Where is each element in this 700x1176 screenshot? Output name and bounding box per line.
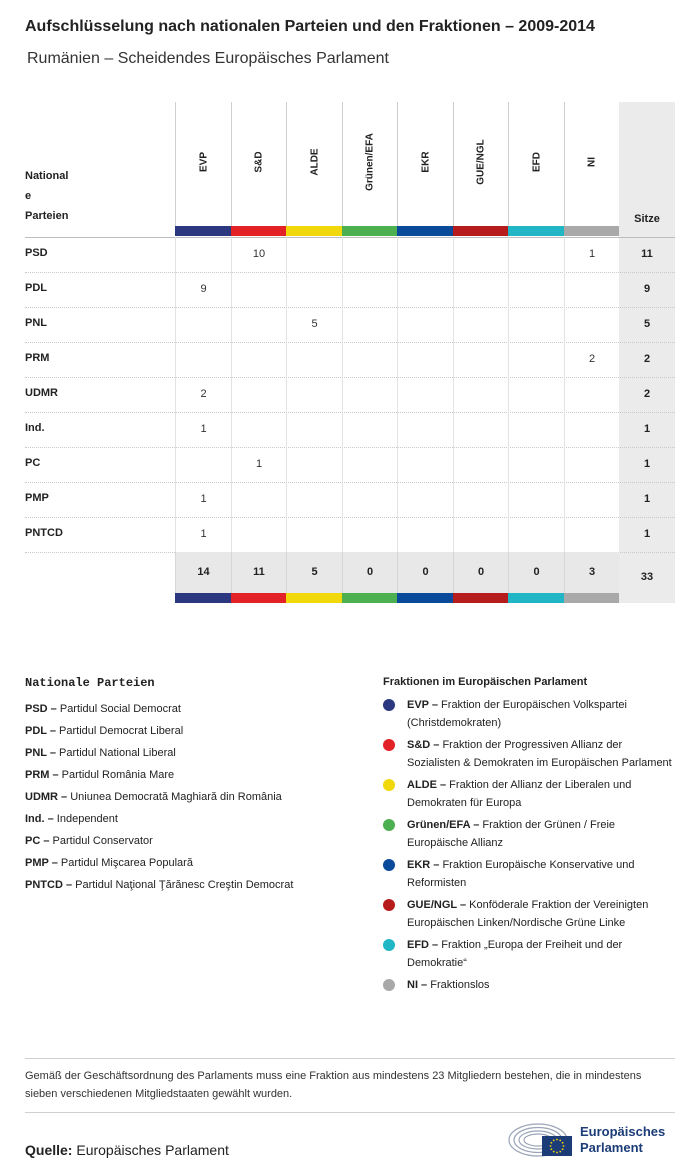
row-total: 2 — [643, 388, 651, 400]
party-legend-name: Partidul Social Democrat — [56, 703, 181, 715]
seat-cell — [508, 237, 564, 272]
source-line — [25, 1142, 229, 1158]
group-legend-abbr: Grünen/EFA – — [407, 819, 480, 831]
group-header-label: NI — [586, 157, 598, 167]
row-header-line-1: National — [25, 170, 69, 182]
row-header-line-3: Parteien — [25, 210, 69, 222]
group-total-cell: 0 — [342, 552, 398, 593]
seat-cell — [508, 447, 564, 482]
group-header-0 — [175, 102, 231, 226]
party-legend-abbr: PC – — [25, 835, 50, 847]
seat-cell — [397, 412, 453, 447]
seat-cell: 1 — [175, 412, 231, 447]
seat-cell: 1 — [175, 517, 231, 552]
european-parliament-logo — [508, 1120, 678, 1160]
group-header-6 — [508, 102, 564, 226]
group-header-label: S&D — [253, 151, 265, 173]
seat-cell — [342, 517, 398, 552]
seat-cell — [453, 307, 509, 342]
rules-note: Gemäß der Geschäftsordnung des Parlaments muss eine Fraktion aus mindestens 23 Mitgliedern bestehen, die in mindestens sieben verschiedenen Mitgliedstaaten gewählt wurden. — [25, 1058, 675, 1113]
seat-cell — [342, 412, 398, 447]
seat-cell — [231, 517, 287, 552]
party-legend-abbr: Ind. – — [25, 813, 54, 825]
group-color-bar-top — [397, 226, 453, 236]
seat-cell: 9 — [175, 272, 231, 307]
group-total-cell: 0 — [508, 552, 564, 593]
group-color-bar-top — [508, 226, 564, 236]
group-color-bar-top — [564, 226, 620, 236]
group-color-dot-icon — [383, 859, 395, 871]
seat-cell: 10 — [231, 237, 287, 272]
seat-cell — [453, 412, 509, 447]
group-color-dot-icon — [383, 699, 395, 711]
group-color-bar-bottom — [175, 593, 231, 603]
seat-cell — [175, 307, 231, 342]
group-total-cell: 11 — [231, 552, 287, 593]
group-color-bar-top — [286, 226, 342, 236]
group-header-5 — [453, 102, 509, 226]
seat-cell: 1 — [564, 237, 620, 272]
seat-cell — [342, 447, 398, 482]
row-total: 1 — [643, 493, 651, 505]
seat-cell — [342, 482, 398, 517]
seat-cell — [342, 237, 398, 272]
flag-star-icon — [550, 1148, 552, 1150]
table-row — [25, 447, 675, 483]
seat-cell — [397, 307, 453, 342]
party-abbr: UDMR — [25, 387, 58, 399]
flag-star-icon — [553, 1151, 555, 1153]
group-header-label: GUE/NGL — [475, 139, 487, 185]
seat-cell — [453, 447, 509, 482]
table-row — [25, 272, 675, 308]
group-legend-abbr: S&D – — [407, 739, 440, 751]
party-legend-item — [25, 720, 365, 742]
group-color-bar-top — [231, 226, 287, 236]
flag-star-icon — [559, 1139, 561, 1141]
grand-total: 33 — [640, 571, 654, 583]
party-legend-abbr: PNL – — [25, 747, 56, 759]
group-header-4 — [397, 102, 453, 226]
source-value: Europäisches Parlament — [76, 1142, 229, 1158]
group-total-cell: 3 — [564, 552, 620, 593]
table-row — [25, 237, 675, 273]
party-legend-item — [25, 764, 365, 786]
seat-cell — [564, 307, 620, 342]
group-totals-row — [175, 552, 619, 593]
group-color-bar-bottom — [397, 593, 453, 603]
party-abbr: PRM — [25, 352, 50, 364]
group-color-bar-bottom — [286, 593, 342, 603]
group-header-1 — [231, 102, 287, 226]
seat-cell — [231, 342, 287, 377]
seat-cell — [175, 447, 231, 482]
seat-cell — [397, 342, 453, 377]
seat-cell — [397, 377, 453, 412]
group-color-bar-bottom — [342, 593, 398, 603]
seat-cell — [175, 342, 231, 377]
party-legend-name: Partidul Mişcarea Populară — [57, 857, 193, 869]
seat-cell — [508, 377, 564, 412]
seat-cell — [564, 447, 620, 482]
party-abbr: PSD — [25, 247, 48, 259]
seat-cell — [286, 272, 342, 307]
seat-cell — [564, 517, 620, 552]
group-color-dot-icon — [383, 739, 395, 751]
group-color-bar-top — [175, 226, 231, 236]
party-legend-name: Independent — [53, 813, 118, 825]
group-legend-item — [383, 936, 678, 972]
group-color-dot-icon — [383, 899, 395, 911]
logo-line-2: Parlament — [580, 1140, 643, 1155]
party-legend-item — [25, 742, 365, 764]
flag-star-icon — [550, 1142, 552, 1144]
group-legend-item — [383, 856, 678, 892]
group-legend-text: Konföderale Fraktion der Vereinigten Europäischen Linken/Nordische Grüne Linke — [407, 899, 649, 929]
group-color-bar-bottom — [564, 593, 620, 603]
group-legend-abbr: EVP – — [407, 699, 438, 711]
flag-star-icon — [559, 1151, 561, 1153]
group-color-bar-bottom — [508, 593, 564, 603]
group-header-label: Grünen/EFA — [364, 133, 376, 191]
seat-cell — [508, 482, 564, 517]
party-legend-item — [25, 874, 365, 896]
group-color-dot-icon — [383, 939, 395, 951]
party-legend-name: Partidul Naţional Ţărănesc Creştin Democrat — [72, 879, 294, 891]
party-abbr: PC — [25, 457, 41, 469]
group-color-bar-top — [342, 226, 398, 236]
group-total-cell: 0 — [453, 552, 509, 593]
seat-cell — [175, 237, 231, 272]
group-legend-abbr: EKR – — [407, 859, 440, 871]
row-total: 2 — [643, 353, 651, 365]
seat-cell — [397, 272, 453, 307]
seat-cell — [231, 377, 287, 412]
seat-cell: 2 — [175, 377, 231, 412]
party-legend-item — [25, 808, 365, 830]
party-legend-abbr: PSD – — [25, 703, 57, 715]
group-legend-abbr: GUE/NGL – — [407, 899, 467, 911]
group-legend-text: Fraktionslos — [427, 979, 490, 991]
groups-legend-heading: Fraktionen im Europäischen Parlament — [383, 676, 588, 688]
seat-cell: 2 — [564, 342, 620, 377]
seat-cell — [397, 447, 453, 482]
group-color-bar-top — [453, 226, 509, 236]
seat-cell — [286, 342, 342, 377]
seat-cell — [397, 517, 453, 552]
party-legend-abbr: PRM – — [25, 769, 59, 781]
seat-cell — [453, 272, 509, 307]
group-legend-item — [383, 896, 678, 932]
party-abbr: PDL — [25, 282, 47, 294]
row-total: 9 — [643, 283, 651, 295]
seat-cell — [286, 237, 342, 272]
party-legend-abbr: UDMR – — [25, 791, 68, 803]
row-total: 1 — [643, 458, 651, 470]
group-legend-text: Fraktion der Grünen / Freie Europäische Allianz — [407, 819, 616, 849]
group-legend-text: Fraktion der Europäischen Volkspartei (Christdemokraten) — [407, 699, 627, 729]
seat-cell — [564, 412, 620, 447]
party-abbr: PNL — [25, 317, 47, 329]
seat-cell — [342, 342, 398, 377]
group-legend-item — [383, 696, 678, 732]
seat-cell — [231, 412, 287, 447]
seat-cell: 1 — [231, 447, 287, 482]
logo-text — [580, 1124, 665, 1156]
table-row — [25, 482, 675, 518]
flag-star-icon — [550, 1145, 552, 1147]
seat-cell — [453, 237, 509, 272]
seat-cell — [564, 377, 620, 412]
party-abbr: Ind. — [25, 422, 45, 434]
seat-cell — [508, 342, 564, 377]
seat-cell — [453, 377, 509, 412]
party-legend-item — [25, 852, 365, 874]
sitze-header: Sitze — [634, 213, 660, 225]
seat-cell — [453, 517, 509, 552]
flag-star-icon — [562, 1142, 564, 1144]
group-legend-text: Fraktion Europäische Konservative und Reformisten — [407, 859, 635, 889]
seat-cell: 1 — [175, 482, 231, 517]
party-abbr: PMP — [25, 492, 49, 504]
page-subtitle: Rumänien – Scheidendes Europäisches Parlament — [27, 50, 389, 67]
row-total: 11 — [641, 248, 653, 260]
seat-cell — [286, 447, 342, 482]
group-legend-text: Fraktion der Progressiven Allianz der Sozialisten & Demokraten im Europäischen Parlament — [407, 739, 672, 769]
flag-star-icon — [556, 1139, 558, 1141]
table-row — [25, 342, 675, 378]
seat-cell — [286, 377, 342, 412]
row-total: 5 — [643, 318, 651, 330]
group-header-2 — [286, 102, 342, 226]
group-color-dot-icon — [383, 979, 395, 991]
seat-cell — [286, 482, 342, 517]
party-legend-name: Partidul National Liberal — [55, 747, 176, 759]
party-legend-name: Partidul Democrat Liberal — [55, 725, 184, 737]
group-color-bar-bottom — [453, 593, 509, 603]
seat-cell — [231, 482, 287, 517]
seat-cell — [453, 482, 509, 517]
group-header-7 — [564, 102, 620, 226]
seat-cell — [508, 517, 564, 552]
party-legend-abbr: PMP – — [25, 857, 58, 869]
logo-line-1: Europäisches — [580, 1124, 666, 1139]
group-total-cell: 14 — [175, 552, 231, 593]
group-legend-abbr: ALDE – — [407, 779, 447, 791]
seat-cell — [286, 517, 342, 552]
table-row — [25, 412, 675, 448]
seat-cell — [508, 412, 564, 447]
group-color-bar-bottom — [231, 593, 287, 603]
row-header-label — [25, 166, 85, 226]
flag-star-icon — [562, 1148, 564, 1150]
party-legend-name: Partidul România Mare — [58, 769, 175, 781]
table-row — [25, 307, 675, 343]
flag-star-icon — [563, 1145, 565, 1147]
parties-legend — [25, 676, 365, 896]
row-total: 1 — [643, 528, 651, 540]
party-legend-item — [25, 698, 365, 720]
group-legend-item — [383, 736, 678, 772]
party-legend-abbr: PDL – — [25, 725, 56, 737]
seat-cell — [453, 342, 509, 377]
group-header-3 — [342, 102, 398, 226]
group-legend-text: Fraktion „Europa der Freiheit und der Demokratie“ — [407, 939, 623, 969]
group-legend-item — [383, 776, 678, 812]
group-total-cell: 5 — [286, 552, 342, 593]
group-header-label: ALDE — [309, 148, 320, 176]
seat-cell — [564, 272, 620, 307]
group-color-dot-icon — [383, 819, 395, 831]
group-legend-abbr: NI – — [407, 979, 428, 991]
group-legend-item — [383, 976, 678, 994]
seat-cell — [231, 307, 287, 342]
flag-star-icon — [553, 1139, 555, 1141]
seat-cell: 5 — [286, 307, 342, 342]
party-legend-abbr: PNTCD – — [25, 879, 73, 891]
party-legend-name: Partidul Conservator — [49, 835, 153, 847]
parliament-emblem-icon — [508, 1120, 574, 1160]
group-legend-item — [383, 816, 678, 852]
row-total: 1 — [643, 423, 651, 435]
party-legend-item — [25, 830, 365, 852]
party-legend-item — [25, 786, 365, 808]
seat-cell — [397, 482, 453, 517]
group-legend-text: Fraktion der Allianz der Liberalen und Demokraten für Europa — [407, 779, 632, 809]
flag-star-icon — [556, 1152, 558, 1154]
seat-cell — [342, 307, 398, 342]
party-legend-name: Uniunea Democrată Maghiară din România — [67, 791, 282, 803]
group-header-label: EKR — [420, 151, 431, 173]
source-label: Quelle: — [25, 1142, 73, 1158]
row-header-line-2: e — [25, 190, 32, 202]
parties-legend-heading: Nationale Parteien — [25, 676, 155, 690]
page-title: Aufschlüsselung nach nationalen Parteien und den Fraktionen – 2009-2014 — [25, 18, 595, 35]
group-header-label: EVP — [198, 151, 209, 173]
group-total-cell: 0 — [397, 552, 453, 593]
table-row — [25, 377, 675, 413]
seat-cell — [564, 482, 620, 517]
group-legend-abbr: EFD – — [407, 939, 439, 951]
seat-cell — [508, 272, 564, 307]
seat-cell — [342, 377, 398, 412]
seat-cell — [342, 272, 398, 307]
seat-cell — [231, 272, 287, 307]
group-color-dot-icon — [383, 779, 395, 791]
groups-legend — [383, 676, 678, 998]
seat-cell — [397, 237, 453, 272]
table-row — [25, 517, 675, 553]
group-header-label: EFD — [531, 152, 542, 172]
seat-cell — [508, 307, 564, 342]
party-abbr: PNTCD — [25, 527, 63, 539]
seat-cell — [286, 412, 342, 447]
